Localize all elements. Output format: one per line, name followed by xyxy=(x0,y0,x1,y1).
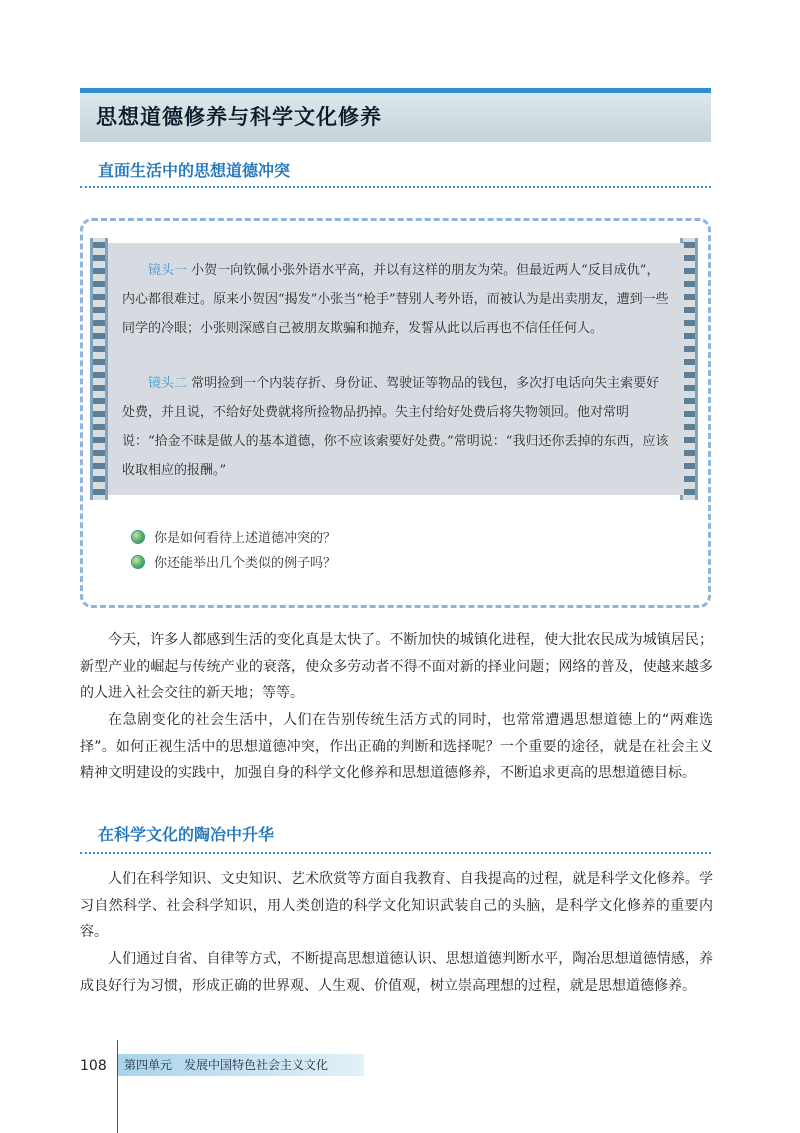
question-item-2 xyxy=(132,552,336,571)
body-paragraph-1: 今天，许多人都感到生活的变化真是太快了。不断加快的城镇化进程，使大批农民成为城镇居民；新型产业的崛起与传统产业的衰落，使众多劳动者不得不面对新的择业问题；网络的普及，使越来越多的人进入社会交往的新天地；等等。 xyxy=(80,632,713,701)
body-paragraph-4: 人们通过自省、自律等方式，不断提高思想道德认识、思想道德判断水平，陶冶思想道德情感，养成良好行为习惯，形成正确的世界观、人生观、价值观，树立崇高理想的过程，就是思想道德修养。 xyxy=(80,951,713,994)
unit-label: 第四单元 发展中国特色社会主义文化 xyxy=(118,1054,364,1076)
body-paragraph-2: 在急剧变化的社会生活中，人们在告别传统生活方式的同时，也常常遭遇思想道德上的“两难选择”。如何正视生活中的思想道德冲突，作出正确的判断和选择呢？一个重要的途径，就是在社会主义精神文明建设的实践中，加强自身的科学文化修养和思想道德修养，不断追求更高的思想道德目标。 xyxy=(80,712,713,781)
question-item-1 xyxy=(132,527,336,546)
case-label-2: 镜头二 xyxy=(148,376,188,391)
green-bullet-icon xyxy=(132,556,144,568)
film-strip-left xyxy=(90,238,108,500)
section-heading-1: 直面生活中的思想道德冲突 xyxy=(98,161,291,180)
chapter-title-bar xyxy=(80,88,711,142)
dotted-divider-2 xyxy=(80,852,711,854)
question-text-1: 你是如何看待上述道德冲突的？ xyxy=(154,531,337,546)
case-text-2: 常明捡到一个内装存折、身份证、驾驶证等物品的钱包，多次打电话向失主索要好处费，并且说，不给好处费就将所捡物品扔掉。失主付给好处费后将失物领回。他对常明说：“拾金不昧是做人的基本道德，你不应该索要好处费。”常明说：“我归还你丢掉的东西，应该收取相应的报酬。” xyxy=(122,376,669,478)
case-label-1: 镜头一 xyxy=(148,263,188,278)
section-heading-2: 在科学文化的陶冶中升华 xyxy=(98,825,275,844)
case-text-1: 小贺一向钦佩小张外语水平高，并以有这样的朋友为荣。但最近两人“反目成仇”，内心都很难过。原来小贺因“揭发”小张当“枪手”替别人考外语，而被认为是出卖朋友，遭到一些同学的冷眼；小张则深感自己被朋友欺骗和抛弃，发誓从此以后再也不信任任何人。 xyxy=(122,263,669,336)
case-item-2 xyxy=(122,369,670,485)
page-number: 108 xyxy=(80,1058,107,1074)
case-item-1 xyxy=(122,256,670,343)
body-paragraph-3: 人们在科学知识、文史知识、艺术欣赏等方面自我教育、自我提高的过程，就是科学文化修养。学习自然科学、社会科学知识，用人类创造的科学文化知识武装自己的头脑，是科学文化修养的重要内容。 xyxy=(80,871,713,940)
green-bullet-icon xyxy=(132,531,144,543)
dotted-divider-1 xyxy=(80,186,711,188)
question-text-2: 你还能举出几个类似的例子吗？ xyxy=(154,556,337,571)
chapter-title: 思想道德修养与科学文化修养 xyxy=(96,104,382,129)
